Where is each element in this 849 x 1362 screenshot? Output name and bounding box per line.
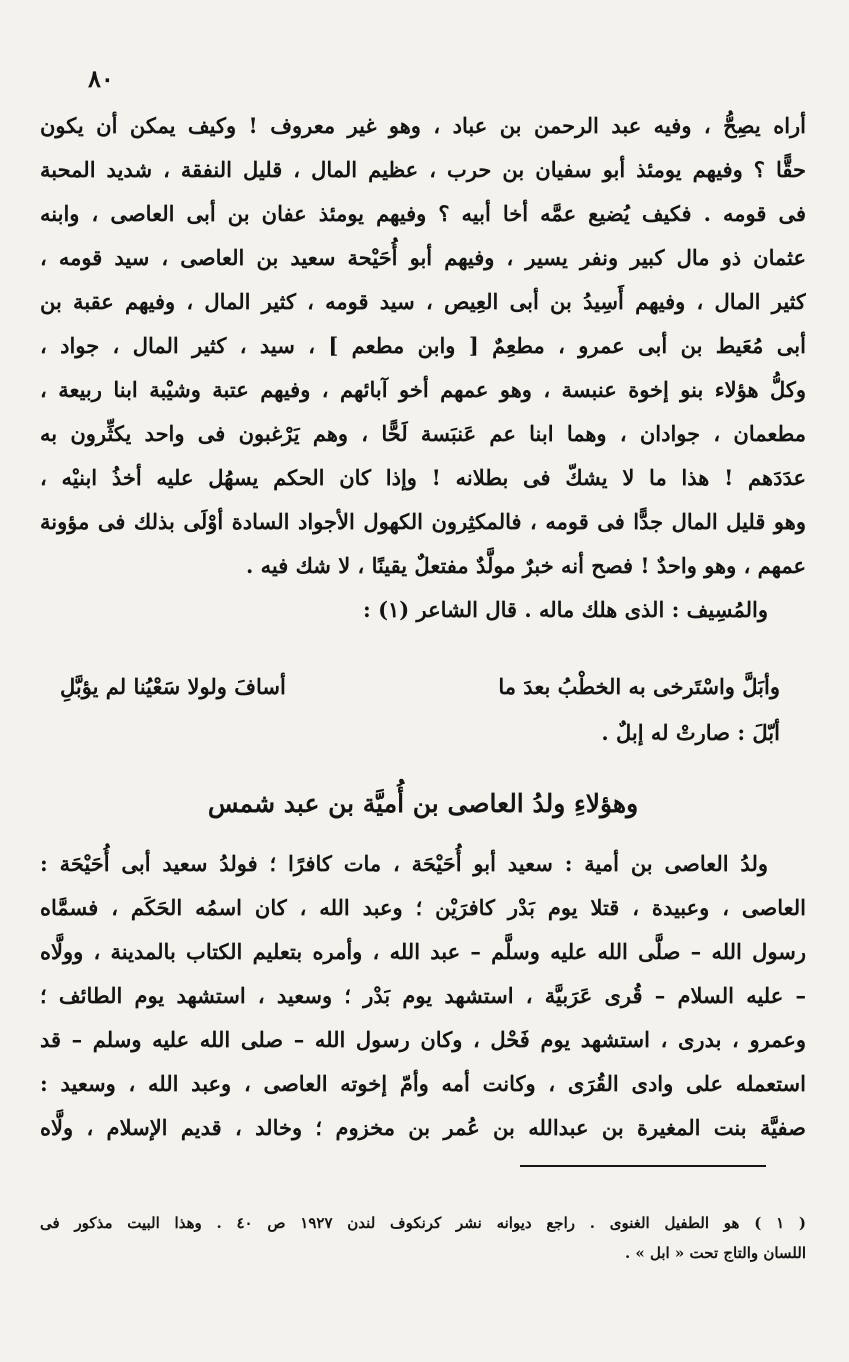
section-heading: وهؤلاءِ ولدُ العاصى بن أُميَّة بن عبد شمس: [207, 789, 639, 818]
text-line: عدَدَهم ! هذا ما لا يشكّ فى بطلانه ! وإذا كان الحكم يسهُل عليه أخذُ ابنيْه ،: [40, 465, 806, 490]
text-line: أراه يصِحُّ ، وفيه عبد الرحمن بن عباد ، وهو غير معروف ! وكيف يمكن أن يكون: [40, 113, 806, 138]
verse-explanation-row: [60, 710, 780, 756]
poetry-verse: [60, 664, 780, 756]
footnote-line: اللسان والتاج تحت « ابل » .: [624, 1244, 806, 1262]
paragraph-2: [40, 842, 806, 1150]
text-line: استعمله على وادى القُرَى ، وكانت أمه وأمّ إخوته العاصى ، وعبد الله ، وسعيد :: [40, 1071, 806, 1096]
text-line: العاصى ، وعبيدة ، قتلا يوم بَدْر كافرَيْن ؛ وعبد الله ، كان اسمُه الحَكَم ، فسمَّاه: [40, 895, 806, 920]
verse-explanation: أبّلَ : صارتْ له إبلٌ .: [601, 720, 780, 745]
text-line: مطعمان ، جوادان ، وهما ابنا عم عَنبَسة لَحًّا ، وهم يَرْغبون فى واحد يكثِّرون به: [40, 421, 806, 446]
text-line: وكلُّ هؤلاء بنو إخوة عنبسة ، وهو عمهم أخو آبائهم ، وفيهم عتبة وشيْبة ابنا ربيعة ،: [40, 377, 806, 402]
text-line: وهو قليل المال جدًّا فى قومه ، فالمكثِرون الكهول الأجواد السادة أوْلَى بذلك فى مؤونة: [40, 509, 806, 534]
text-line: ولدُ العاصى بن أمية : سعيد أبو أُحَيْحَة ، مات كافرًا ؛ فولدُ سعيد أبى أُحَيْحَة :: [40, 851, 768, 876]
text-line: رسول الله – صلَّى الله عليه وسلَّم – عبد الله ، وأمره بتعليم الكتاب بالمدينة ، وولَّاه: [40, 939, 806, 964]
footnote: [40, 1208, 806, 1268]
text-line: – عليه السلام – قُرى عَرَبيَّة ، استشهد يوم بَدْر ؛ وسعيد ، استشهد يوم الطائف ؛: [40, 983, 806, 1008]
footnote-line: ( ١ ) هو الطفيل الغنوى . راجع ديوانه نشر كرنكوف لندن ١٩٢٧ ص ٤٠ . وهذا البيت مذكور فى: [40, 1214, 806, 1232]
paragraph-1: [40, 104, 806, 632]
footnote-divider: [520, 1165, 766, 1167]
text-line: عثمان ذو مال كبير ونفر يسير ، وفيهم أبو أُحَيْحة سعيد بن العاصى ، سيد قومه ،: [40, 245, 806, 270]
verse-line: [60, 664, 780, 710]
text-line: أبى مُعَيط بن أبى عمرو ، مطعِمٌ [ وابن مطعم ] ، سيد ، كثير المال ، جواد ،: [40, 333, 806, 358]
verse-first-hemistich: وأبَلَّ واسْتَرخى به الخطْبُ بعدَ ما: [498, 674, 780, 699]
page-number: ٨٠: [88, 64, 114, 93]
text-line: فى قومه . فكيف يُضيع عمَّه أخا أبيه ؟ وفيهم يومئذ عفان بن أبى العاصى ، وابنه: [40, 201, 806, 226]
text-line: وعمرو ، بدرى ، استشهد يوم فَحْل ، وكان رسول الله – صلى الله عليه وسلم – قد: [40, 1027, 806, 1052]
verse-second-hemistich: أسافَ ولولا سَعْيُنا لم يؤبَّلِ: [60, 674, 286, 699]
text-line: كثير المال ، وفيهم أَسِيدُ بن أبى العِيص ، سيد قومه ، كثير المال ، وفيهم عقبة بن: [40, 289, 806, 314]
text-line: صفيَّة بنت المغيرة بن عبدالله بن عُمر بن مخزوم ؛ وخالد ، قديم الإسلام ، ولَّاه: [40, 1115, 806, 1140]
gloss-line: والمُسِيف : الذى هلك ماله . قال الشاعر (١) :: [363, 597, 768, 622]
text-line: عمهم ، وهو واحدٌ ! فصح أنه خبرٌ مولَّدٌ مفتعلٌ يقينًا ، لا شك فيه .: [246, 553, 806, 578]
text-line: حقًّا ؟ وفيهم يومئذ أبو سفيان بن حرب ، عظيم المال ، قليل النفقة ، شديد المحبة: [40, 157, 806, 182]
